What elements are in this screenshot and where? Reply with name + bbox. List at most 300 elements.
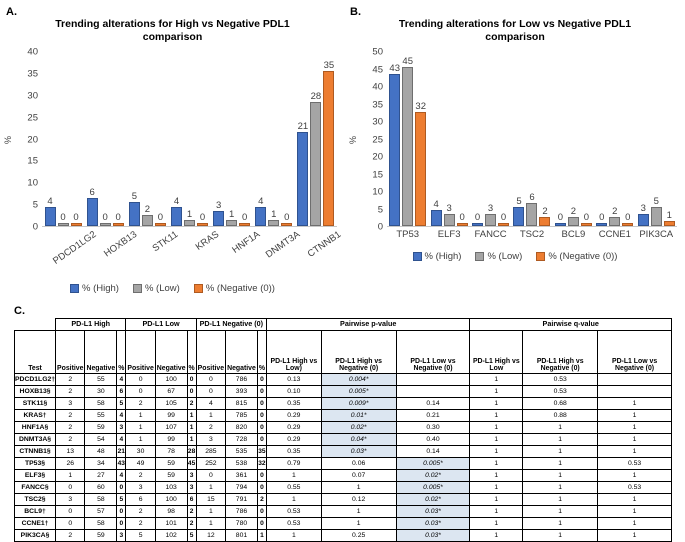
- cell-np: 0: [196, 386, 225, 398]
- cell-q_hl: 1: [470, 506, 523, 518]
- cell-test-name: TP53§: [15, 458, 56, 470]
- cell-nn: 820: [226, 422, 258, 434]
- cell-nn: 786: [226, 506, 258, 518]
- cell-test-name: ELF3§: [15, 470, 56, 482]
- table-row: [15, 374, 672, 386]
- cell-hp: 0: [56, 506, 85, 518]
- cell-hpct: 21: [117, 446, 126, 458]
- bar-value-label: 3: [640, 202, 646, 214]
- cell-lpct: 1: [187, 410, 196, 422]
- bar-BCL9-1: [568, 206, 579, 226]
- cell-hp: 2: [56, 422, 85, 434]
- cell-ln: 99: [155, 410, 187, 422]
- y-tick-label: 15: [27, 155, 38, 167]
- bar-PIK3CA-0: [638, 202, 649, 227]
- cell-hp: 2: [56, 530, 85, 542]
- cell-np: 4: [196, 398, 225, 410]
- bar-value-label: 0: [284, 212, 290, 224]
- bar-value-label: 0: [500, 212, 507, 224]
- bar-FANCC-1: [485, 202, 496, 227]
- bar-group: [470, 52, 511, 226]
- cell-p_hn: 0.12: [321, 494, 396, 506]
- bar-STK11-1: [142, 204, 153, 226]
- cell-q_ln: 0.53: [598, 482, 672, 494]
- cell-nn: 786: [226, 374, 258, 386]
- cell-q_hl: 1: [470, 494, 523, 506]
- bar-value-label: 1: [271, 208, 277, 220]
- bar-DNMT3A-2: [281, 212, 292, 226]
- y-tick-label: 10: [372, 186, 383, 198]
- cell-npct: 32: [257, 458, 266, 470]
- cell-p_hl: 0.29: [266, 410, 321, 422]
- x-tick-label: CTNNB1: [305, 229, 344, 260]
- y-tick-label: 5: [32, 199, 38, 211]
- chart-b-ylabel: %: [348, 135, 359, 144]
- y-tick-label: 50: [372, 46, 383, 58]
- chart-a-bars: [42, 52, 337, 227]
- table-group-header: Pairwise q-value: [470, 319, 672, 331]
- cell-q_hn: 1: [523, 494, 598, 506]
- cell-q_hl: 1: [470, 482, 523, 494]
- table-column-header[interactable]: Test: [15, 331, 56, 374]
- bar-PIK3CA-1: [651, 195, 662, 227]
- cell-test-name: CCNE1†: [15, 518, 56, 530]
- cell-nn: 780: [226, 518, 258, 530]
- table-row: [15, 530, 672, 542]
- cell-test-name: FANCC§: [15, 482, 56, 494]
- bar-value-label: 0: [459, 212, 465, 224]
- cell-p_ln: 0.02*: [396, 494, 470, 506]
- cell-hpct: 3: [117, 530, 126, 542]
- bar-value-label: 0: [60, 212, 66, 224]
- bar-group: [211, 52, 253, 226]
- chart-b-y-axis: [359, 46, 385, 233]
- cell-p_ln: 0.005*: [396, 458, 470, 470]
- cell-p_hl: 0.53: [266, 506, 321, 518]
- cell-p_hn: 0.03*: [321, 446, 396, 458]
- bar-value-label: 28: [310, 90, 322, 102]
- bar-value-label: 32: [415, 101, 426, 112]
- cell-hn: 54: [85, 434, 117, 446]
- cell-lpct: 28: [187, 446, 196, 458]
- chart-b-bars: [387, 52, 677, 227]
- cell-q_hn: 0.68: [523, 398, 598, 410]
- cell-hp: 13: [56, 446, 85, 458]
- cell-ln: 100: [155, 494, 187, 506]
- bar-KRAS-2: [197, 212, 208, 226]
- table-column-header[interactable]: PD-L1 High vs Low): [266, 331, 321, 374]
- table-column-header[interactable]: Negative: [85, 331, 117, 374]
- table-column-header[interactable]: %: [187, 331, 196, 374]
- cell-npct: 0: [257, 374, 266, 386]
- chart-a-ylabel: %: [3, 135, 14, 144]
- cell-lp: 2: [126, 470, 155, 482]
- cell-p_hn: 0.01*: [321, 410, 396, 422]
- cell-lp: 0: [126, 374, 155, 386]
- bar-value-label: 45: [402, 55, 413, 67]
- cell-q_ln: 0.53: [598, 458, 672, 470]
- cell-nn: 794: [226, 482, 258, 494]
- cell-test-name: DNMT3A§: [15, 434, 56, 446]
- cell-np: 12: [196, 530, 225, 542]
- cell-np: 2: [196, 422, 225, 434]
- cell-np: 1: [196, 518, 225, 530]
- cell-lp: 0: [126, 386, 155, 398]
- table-row: [15, 386, 672, 398]
- bar-value-label: 4: [433, 199, 439, 210]
- bar-PIK3CA-2: [664, 209, 675, 227]
- cell-npct: 35: [257, 446, 266, 458]
- cell-q_ln: 1: [598, 422, 672, 434]
- x-tick-label: DNMT3A: [264, 229, 303, 261]
- table-row: [15, 506, 672, 518]
- chart-a-x-axis: [42, 229, 344, 267]
- bar-TSC2-1: [526, 192, 537, 226]
- y-tick-label: 40: [372, 81, 383, 93]
- cell-ln: 103: [155, 482, 187, 494]
- legend-item-low[interactable]: [133, 283, 180, 294]
- legend-item-high[interactable]: [70, 283, 119, 294]
- table-row: [15, 518, 672, 530]
- cell-nn: 728: [226, 434, 258, 446]
- bar-value-label: 5: [516, 195, 522, 207]
- bar-TSC2-0: [513, 195, 524, 227]
- cell-p_hl: 0.35: [266, 398, 321, 410]
- cell-lpct: 0: [187, 386, 196, 398]
- cell-q_hn: 1: [523, 482, 598, 494]
- legend-label: % (Negative (0)): [548, 251, 618, 262]
- cell-test-name: TSC2§: [15, 494, 56, 506]
- cell-hpct: 4: [117, 434, 126, 446]
- cell-q_ln: 1: [598, 494, 672, 506]
- bar-value-label: 0: [73, 212, 79, 224]
- legend-swatch-icon: [194, 284, 203, 293]
- bar-value-label: 35: [323, 59, 335, 71]
- cell-q_hn: 1: [523, 530, 598, 542]
- bar-value-label: 2: [144, 204, 150, 216]
- cell-hp: 2: [56, 374, 85, 386]
- bar-value-label: 1: [666, 209, 672, 221]
- bar-HOXB13-1: [100, 212, 111, 226]
- cell-hn: 34: [85, 458, 117, 470]
- cell-p_hl: 1: [266, 530, 321, 542]
- y-tick-label: 0: [377, 221, 383, 233]
- cell-hp: 1: [56, 470, 85, 482]
- cell-q_hn: 1: [523, 470, 598, 482]
- cell-ln: 107: [155, 422, 187, 434]
- table-row: [15, 410, 672, 422]
- cell-q_ln: 1: [598, 434, 672, 446]
- cell-hpct: 4: [117, 470, 126, 482]
- table-group-header: PD-L1 Negative (0): [196, 319, 266, 331]
- cell-q_hn: 1: [523, 422, 598, 434]
- cell-lpct: 2: [187, 398, 196, 410]
- y-tick-label: 35: [372, 99, 383, 110]
- results-table: [14, 318, 672, 542]
- cell-hpct: 0: [117, 518, 126, 530]
- table-column-header[interactable]: PD-L1 Low vs Negative (0): [396, 331, 470, 374]
- table-column-header[interactable]: Negative: [226, 331, 258, 374]
- cell-p_hn: 0.005*: [321, 386, 396, 398]
- cell-p_ln: [396, 374, 470, 386]
- y-tick-label: 25: [372, 134, 383, 145]
- panel-label-b: B.: [350, 6, 361, 18]
- legend-item-low[interactable]: [475, 251, 522, 262]
- cell-p_ln: 0.21: [396, 410, 470, 422]
- cell-p_hl: 1: [266, 494, 321, 506]
- cell-p_hl: 0.55: [266, 482, 321, 494]
- bar-value-label: 5: [653, 195, 659, 207]
- x-tick-label: HOXB13: [102, 229, 140, 260]
- legend-label: % (Negative (0)): [205, 283, 275, 294]
- cell-npct: 0: [257, 470, 266, 482]
- cell-q_hl: 1: [470, 434, 523, 446]
- y-tick-label: 30: [27, 90, 38, 102]
- cell-hpct: 0: [117, 482, 126, 494]
- chart-a-legend: [0, 283, 345, 294]
- cell-q_hl: 1: [470, 422, 523, 434]
- cell-hn: 60: [85, 482, 117, 494]
- cell-q_ln: [598, 374, 672, 386]
- cell-nn: 785: [226, 410, 258, 422]
- bar-TP53-2: [415, 101, 426, 226]
- cell-p_ln: 0.03*: [396, 530, 470, 542]
- cell-hpct: 0: [117, 506, 126, 518]
- legend-item-negative[interactable]: [194, 283, 275, 294]
- cell-np: 285: [196, 446, 225, 458]
- table-group-header: [15, 319, 56, 331]
- cell-npct: 1: [257, 530, 266, 542]
- cell-nn: 361: [226, 470, 258, 482]
- cell-q_hn: 1: [523, 434, 598, 446]
- cell-lp: 49: [126, 458, 155, 470]
- bar-group: [428, 52, 469, 226]
- cell-p_hl: 0.35: [266, 446, 321, 458]
- legend-swatch-icon: [133, 284, 142, 293]
- bar-value-label: 0: [115, 212, 121, 224]
- cell-p_hl: 0.53: [266, 518, 321, 530]
- bar-STK11-2: [155, 212, 166, 226]
- cell-ln: 67: [155, 386, 187, 398]
- cell-lpct: 6: [187, 494, 196, 506]
- table-row: [15, 398, 672, 410]
- cell-ln: 78: [155, 446, 187, 458]
- cell-npct: 2: [257, 494, 266, 506]
- table-row: [15, 446, 672, 458]
- bar-group: [387, 52, 428, 226]
- bar-value-label: 2: [570, 206, 577, 217]
- cell-ln: 98: [155, 506, 187, 518]
- bar-HOXB13-0: [87, 186, 98, 226]
- cell-p_hn: 0.07: [321, 470, 396, 482]
- x-tick-label: TP53: [396, 229, 420, 240]
- cell-ln: 59: [155, 470, 187, 482]
- table-column-header[interactable]: PD-L1 High vs Negative (0): [523, 331, 598, 374]
- y-tick-label: 0: [32, 221, 38, 233]
- cell-hpct: 6: [117, 386, 126, 398]
- table-column-header[interactable]: PD-L1 Low vs Negative (0): [598, 331, 672, 374]
- cell-hp: 3: [56, 398, 85, 410]
- cell-hn: 57: [85, 506, 117, 518]
- cell-lpct: 1: [187, 422, 196, 434]
- bar-value-label: 6: [89, 186, 95, 198]
- cell-q_ln: 1: [598, 470, 672, 482]
- cell-q_hn: 1: [523, 446, 598, 458]
- cell-p_hl: 0.79: [266, 458, 321, 470]
- cell-lp: 2: [126, 518, 155, 530]
- legend-item-negative[interactable]: [536, 251, 617, 262]
- table-column-header[interactable]: %: [117, 331, 126, 374]
- table-column-header[interactable]: Negative: [155, 331, 187, 374]
- bar-value-label: 3: [446, 202, 452, 214]
- bar-HOXB13-2: [113, 212, 124, 226]
- table-row: [15, 458, 672, 470]
- bar-PDCD1LG2-0: [45, 195, 56, 227]
- cell-nn: 791: [226, 494, 258, 506]
- chart-b-title: Trending alterations for Low vs Negative PDL1 comparison: [398, 18, 632, 43]
- cell-lp: 6: [126, 494, 155, 506]
- bar-KRAS-0: [171, 195, 182, 227]
- cell-q_hn: 0.53: [523, 374, 598, 386]
- y-tick-label: 10: [27, 177, 38, 189]
- bar-value-label: 21: [297, 121, 309, 133]
- cell-hp: 26: [56, 458, 85, 470]
- table-column-header[interactable]: Positive: [196, 331, 225, 374]
- bar-PDCD1LG2-1: [58, 212, 69, 226]
- cell-hn: 48: [85, 446, 117, 458]
- table-column-header[interactable]: PD-L1 High vs Negative (0): [321, 331, 396, 374]
- bar-value-label: 0: [102, 212, 108, 224]
- cell-test-name: PIK3CA§: [15, 530, 56, 542]
- bar-group: [553, 52, 594, 226]
- cell-p_hn: 0.004*: [321, 374, 396, 386]
- bar-value-label: 0: [474, 212, 481, 224]
- cell-npct: 0: [257, 518, 266, 530]
- cell-q_ln: 1: [598, 398, 672, 410]
- cell-q_hn: 1: [523, 506, 598, 518]
- cell-np: 15: [196, 494, 225, 506]
- cell-np: 252: [196, 458, 225, 470]
- cell-p_hn: 0.04*: [321, 434, 396, 446]
- chart-panel-a: [0, 0, 345, 305]
- cell-q_hl: 1: [470, 470, 523, 482]
- cell-hn: 58: [85, 398, 117, 410]
- table-column-header[interactable]: %: [257, 331, 266, 374]
- table-row: [15, 470, 672, 482]
- cell-hp: 0: [56, 518, 85, 530]
- cell-p_ln: 0.30: [396, 422, 470, 434]
- x-tick-label: KRAS: [193, 229, 221, 253]
- cell-test-name: STK11§: [15, 398, 56, 410]
- bar-ELF3-1: [444, 202, 455, 227]
- bar-group: [84, 52, 126, 226]
- chart-b-legend: [345, 251, 685, 262]
- cell-p_hl: 0.10: [266, 386, 321, 398]
- x-tick-label: PIK3CA: [639, 229, 674, 240]
- cell-hn: 27: [85, 470, 117, 482]
- cell-np: 1: [196, 506, 225, 518]
- cell-lpct: 2: [187, 506, 196, 518]
- cell-np: 0: [196, 374, 225, 386]
- bar-group: [253, 52, 295, 226]
- cell-q_hl: 1: [470, 386, 523, 398]
- cell-npct: 0: [257, 386, 266, 398]
- cell-q_hl: 1: [470, 374, 523, 386]
- y-tick-label: 40: [27, 46, 38, 58]
- cell-lp: 2: [126, 506, 155, 518]
- cell-ln: 102: [155, 530, 187, 542]
- cell-lpct: 0: [187, 374, 196, 386]
- cell-p_hl: 0.29: [266, 422, 321, 434]
- cell-lpct: 5: [187, 530, 196, 542]
- cell-hp: 2: [56, 386, 85, 398]
- cell-hp: 2: [56, 434, 85, 446]
- x-tick-label: PDCD1LG2: [51, 229, 99, 267]
- cell-np: 0: [196, 470, 225, 482]
- bar-value-label: 2: [542, 206, 548, 217]
- bar-value-label: 0: [557, 212, 564, 224]
- cell-q_hn: 0.53: [523, 386, 598, 398]
- legend-label: % (Low): [487, 251, 523, 262]
- legend-label: % (Low): [144, 283, 180, 294]
- y-tick-label: 25: [27, 112, 38, 124]
- x-tick-label: HNF1A: [229, 229, 262, 256]
- cell-nn: 815: [226, 398, 258, 410]
- cell-lpct: 1: [187, 434, 196, 446]
- cell-lp: 1: [126, 410, 155, 422]
- y-tick-label: 20: [27, 134, 38, 145]
- bar-value-label: 1: [228, 208, 235, 220]
- bar-group: [594, 52, 635, 226]
- cell-q_hn: 1: [523, 518, 598, 530]
- table-group-header: PD-L1 Low: [126, 319, 196, 331]
- results-table-container: [14, 318, 672, 542]
- bar-BCL9-0: [555, 212, 566, 226]
- chart-panel-b: [345, 0, 685, 305]
- table-column-header[interactable]: Positive: [56, 331, 85, 374]
- table-group-header: Pairwise p-value: [266, 319, 469, 331]
- bar-TP53-0: [389, 62, 400, 227]
- cell-hn: 55: [85, 374, 117, 386]
- cell-hn: 59: [85, 530, 117, 542]
- bar-value-label: 4: [173, 195, 180, 207]
- cell-q_hl: 1: [470, 530, 523, 542]
- x-tick-label: CCNE1: [598, 229, 631, 240]
- bar-value-label: 0: [199, 212, 206, 224]
- bar-HNF1A-2: [239, 212, 250, 226]
- table-column-header[interactable]: PD-L1 High vs Low: [470, 331, 523, 374]
- chart-b-x-axis: [387, 229, 677, 240]
- legend-item-high[interactable]: [413, 251, 462, 262]
- cell-q_ln: 1: [598, 530, 672, 542]
- bar-FANCC-2: [498, 212, 509, 226]
- bar-value-label: 0: [599, 212, 605, 224]
- cell-test-name: KRAS†: [15, 410, 56, 422]
- bar-value-label: 4: [258, 195, 264, 207]
- cell-hp: 2: [56, 410, 85, 422]
- cell-np: 3: [196, 434, 225, 446]
- table-column-header[interactable]: Positive: [126, 331, 155, 374]
- cell-p_ln: 0.40: [396, 434, 470, 446]
- bar-value-label: 0: [157, 212, 163, 224]
- cell-hp: 0: [56, 482, 85, 494]
- cell-lp: 1: [126, 422, 155, 434]
- table-sub-header-row: [15, 331, 672, 374]
- cell-lp: 5: [126, 530, 155, 542]
- bar-value-label: 3: [487, 202, 494, 214]
- bar-group: [295, 52, 337, 226]
- legend-label: % (High): [424, 251, 462, 262]
